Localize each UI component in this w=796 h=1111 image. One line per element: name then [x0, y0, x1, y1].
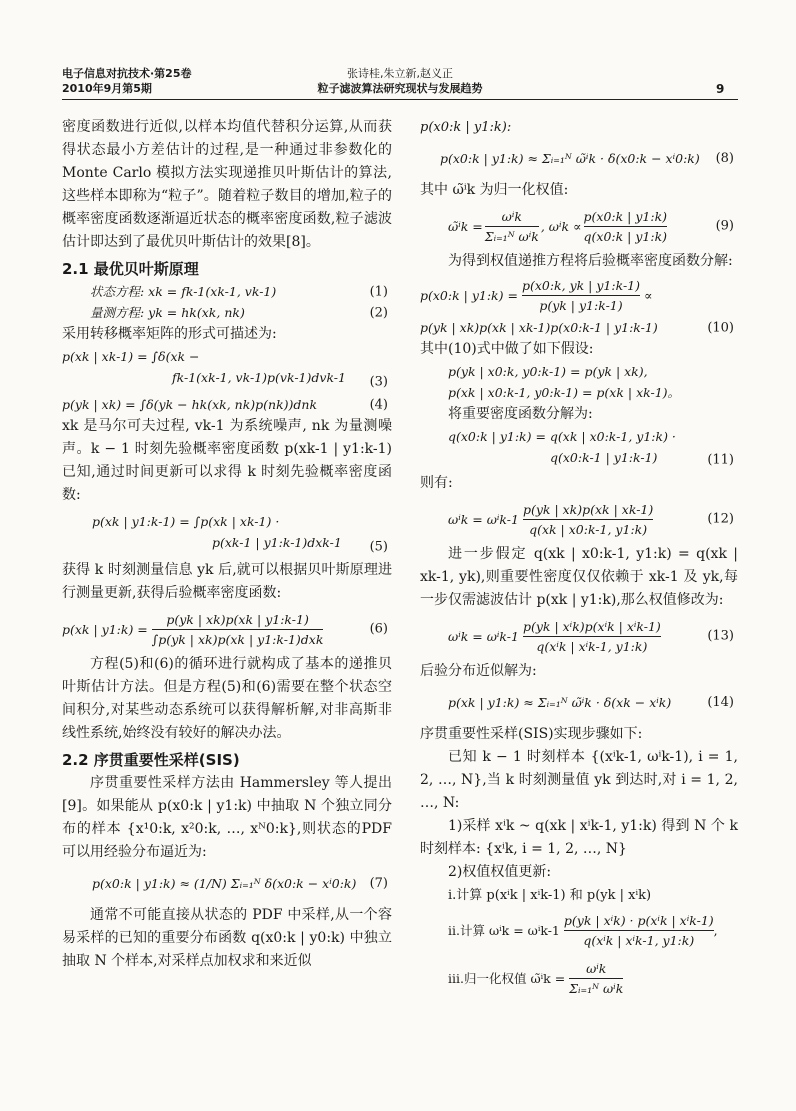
substep-2-lhs: ⅱ.计算 ωⁱk = ωⁱk-1	[448, 922, 560, 938]
method-paragraph: 方程(5)和(6)的循环进行就构成了基本的递推贝叶斯估计方法。但是方程(5)和(6)需要在整个状态空间积分,对某些动态系统可以获得解析解,对非高斯非线性系统,始终没有较好的解决办法。	[62, 656, 392, 741]
equation-1-body: 状态方程: xk = fk-1(xk-1, vk-1)	[90, 284, 277, 299]
equation-10-line-2	[420, 317, 738, 338]
equation-13-lhs: ωⁱk = ωⁱk-1	[448, 628, 519, 644]
steps-paragraph: 序贯重要性采样(SIS)实现步骤如下:	[420, 726, 643, 742]
equation-1	[62, 281, 392, 302]
equation-8-body: p(x0:k | y1:k) ≈ Σᵢ₌₁ᴺ ω̃ⁱk · δ(x0:k − xⁱ0:k)	[440, 151, 700, 166]
equation-7	[62, 864, 392, 904]
equation-9-numerator-2: p(x0:k | y1:k)	[584, 207, 668, 227]
further-assumption-paragraph: 进一步假定 q(xk | x0:k-1, y1:k) = q(xk | xk-1, yk),则重要性密度仅仅依赖于 xk-1 及 yk,每一步仅需滤波估计 p(xk | y1:k),那么权值修改为:	[420, 546, 738, 608]
then-paragraph: 则有:	[420, 475, 453, 491]
equation-12-number: (12)	[707, 511, 734, 527]
equation-9-denominator-2: q(x0:k | y1:k)	[583, 228, 668, 244]
equation-3-line-1: p(xk | xk-1) = ∫δ(xk −	[62, 349, 200, 364]
equation-9-fraction-1	[485, 207, 539, 246]
equation-9-numerator-1: ωⁱk	[485, 207, 539, 227]
equation-5-line-1: p(xk | y1:k-1) = ∫p(xk | xk-1) ·	[92, 514, 280, 529]
equation-9-relation: , ωⁱk ∝	[540, 218, 582, 234]
equation-13-denominator: q(xⁱk | xⁱk-1, y1:k)	[536, 638, 648, 654]
equation-6-denominator: ∫p(yk | xk)p(xk | y1:k-1)dxk	[151, 631, 324, 647]
equation-11-number: (11)	[707, 452, 734, 468]
article-info	[300, 66, 500, 96]
left-column	[62, 116, 392, 973]
sis-paragraph: 序贯重要性采样方法由 Hammersley 等人提出[9]。如果能从 p(x0:k | y1:k) 中抽取 N 个独立同分布的样本 {x¹0:k, x²0:k, …, xᴺ0:k},则状态的PDF可以用经验分布逼近为:	[62, 775, 392, 860]
equation-12-fraction	[523, 500, 653, 539]
article-authors: 张诗桂,朱立新,赵义正	[347, 67, 453, 80]
equation-10-denominator: p(yk | y1:k-1)	[539, 297, 623, 313]
equation-10-fraction	[522, 276, 640, 315]
substep-3-lhs: ⅲ.归一化权值 ω̃ⁱk =	[448, 970, 566, 986]
equation-6-lhs: p(xk | y1:k) =	[62, 621, 148, 637]
journal-info	[62, 66, 192, 96]
journal-name: 电子信息对抗技术·第25卷	[62, 67, 192, 80]
equation-10-lhs: p(x0:k | y1:k) =	[420, 287, 518, 303]
known-samples-paragraph: 已知 k − 1 时刻样本 {(xⁱk-1, ωⁱk-1), i = 1, 2, …, N},当 k 时刻测量值 yk 到达时,对 i = 1, 2, …, N:	[420, 749, 738, 811]
substep-3	[420, 953, 738, 1003]
transition-paragraph: 采用转移概率矩阵的形式可描述为:	[62, 326, 277, 342]
equation-10-body: p(yk | xk)p(xk | xk-1)p(x0:k-1 | y1:k-1)	[420, 320, 658, 335]
equation-10-line-1	[420, 273, 738, 317]
equation-6	[62, 605, 392, 653]
posterior-paragraph: 后验分布近似解为:	[420, 663, 537, 679]
equation-14-body: p(xk | y1:k) ≈ Σᵢ₌₁ᴺ ω̃ⁱk · δ(xk − xⁱk)	[448, 695, 672, 710]
equation-9-denominator-1: Σᵢ₌₁ᴺ ωⁱk	[484, 228, 539, 244]
equation-13-fraction	[523, 617, 661, 656]
equation-8	[420, 139, 738, 179]
equation-5-line-2: p(xk-1 | y1:k-1)dxk-1	[212, 535, 342, 550]
section-2-2-heading: 2.2 序贯重要性采样(SIS)	[62, 751, 240, 769]
equation-4	[62, 394, 392, 415]
page-number: 9	[716, 82, 725, 96]
equation-8-number: (8)	[715, 151, 734, 166]
substep-2	[420, 907, 738, 953]
equation-4-number: (4)	[369, 397, 388, 412]
measurement-update-paragraph: 获得 k 时刻测量信息 yk 后,就可以根据贝叶斯原理进行测量更新,获得后验概率密度函数:	[62, 562, 392, 601]
equation-11	[420, 426, 738, 472]
equation-11-line-2: q(x0:k-1 | y1:k-1)	[550, 450, 658, 465]
intro-paragraph: 密度函数进行近似,以样本均值代替积分运算,从而获得状态最小方差估计的过程,是一种通过非参数化的 Monte Carlo 模拟方法实现递推贝叶斯估计的算法,这些样本即称为“粒子”。随着粒子数目的增加,粒子的概率密度函数逐渐逼近状态的概率密度函数,粒子滤波估计即达到了最优贝叶斯估计的效果[8]。	[62, 119, 392, 250]
equation-10-numerator: p(x0:k, yk | y1:k-1)	[522, 276, 640, 296]
normalized-weight-paragraph: 其中 ω̃ⁱk 为归一化权值:	[420, 182, 569, 198]
equation-9-number: (9)	[715, 218, 734, 234]
header-rule	[62, 99, 738, 100]
substep-2-fraction	[564, 911, 714, 950]
equation-13-number: (13)	[707, 628, 734, 644]
equation-9	[420, 202, 738, 250]
substep-1: ⅰ.计算 p(xⁱk | xⁱk-1) 和 p(yk | xⁱk)	[448, 888, 652, 903]
equation-6-numerator: p(yk | xk)p(xk | y1:k-1)	[152, 610, 324, 630]
equation-10-number: (10)	[707, 320, 734, 335]
importance-density-paragraph: 将重要密度函数分解为:	[448, 406, 593, 422]
equation-13	[420, 612, 738, 660]
decomposition-paragraph: 为得到权值递推方程将后验概率密度函数分解:	[448, 253, 733, 269]
substep-3-numerator: ωⁱk	[569, 959, 623, 979]
equation-4-body: p(yk | xk) = ∫δ(yk − hk(xk, nk)p(nk))dnk	[62, 397, 318, 412]
journal-issue: 2010年9月第5期	[62, 82, 152, 95]
article-title: 粒子滤波算法研究现状与发展趋势	[317, 82, 483, 95]
equation-2-body: 量测方程: yk = hk(xk, nk)	[90, 305, 245, 320]
equation-12-denominator: q(xk | x0:k-1, y1:k)	[529, 521, 648, 537]
equation-3-number: (3)	[369, 374, 388, 390]
equation-12	[420, 495, 738, 543]
equation-12-numerator: p(yk | xk)p(xk | xk-1)	[523, 500, 653, 520]
sampling-paragraph: 通常不可能直接从状态的 PDF 中采样,从一个容易采样的已知的重要分布函数 q(x0:k | y0:k) 中独立抽取 N 个样本,对采样点加权求和来近似	[62, 907, 392, 969]
equation-11-line-1: q(x0:k | y1:k) = q(xk | x0:k-1, y1:k) ·	[448, 429, 676, 444]
equation-9-fraction-2	[584, 207, 668, 246]
step-1: 1)采样 xⁱk ~ q(xk | xⁱk-1, y1:k) 得到 N 个 k 时刻样本: {xⁱk, i = 1, 2, …, N}	[420, 818, 738, 857]
substep-2-denominator: q(xⁱk | xⁱk-1, y1:k)	[583, 932, 695, 948]
substep-2-comma: ,	[713, 922, 718, 938]
substep-2-numerator: p(yk | xⁱk) · p(xⁱk | xⁱk-1)	[564, 911, 714, 931]
substep-3-denominator: Σᵢ₌₁ᴺ ωⁱk	[569, 980, 624, 996]
substep-3-fraction	[569, 959, 623, 998]
equation-14-number: (14)	[707, 695, 734, 710]
equation-5	[62, 511, 392, 559]
equation-3	[62, 346, 392, 394]
equation-10-proportional: ∝	[644, 287, 653, 303]
right-top-line: p(x0:k | y1:k):	[420, 120, 512, 135]
equation-13-numerator: p(yk | xⁱk)p(xⁱk | xⁱk-1)	[523, 617, 661, 637]
section-2-1-heading: 2.1 最优贝叶斯原理	[62, 260, 199, 278]
equation-2	[62, 302, 392, 323]
equation-6-number: (6)	[369, 621, 388, 637]
assumption-1: p(yk | x0:k, y0:k-1) = p(yk | xk),	[448, 364, 648, 379]
equation-7-body: p(x0:k | y1:k) ≈ (1/N) Σᵢ₌₁ᴺ δ(x0:k − xⁱ0:k)	[92, 876, 357, 891]
markov-paragraph: xk 是马尔可夫过程, vk-1 为系统噪声, nk 为量测噪声。k − 1 时刻先验概率密度函数 p(xk-1 | y1:k-1) 已知,通过时间更新可以求得 k 时刻先验概率密度函数:	[62, 418, 392, 503]
step-2: 2)权值权值更新:	[448, 864, 552, 880]
equation-14	[420, 683, 738, 723]
equation-7-number: (7)	[369, 876, 388, 891]
equation-9-lhs: ω̃ⁱk =	[448, 218, 483, 234]
right-column	[420, 116, 738, 1003]
equation-1-number: (1)	[369, 284, 388, 299]
equation-5-number: (5)	[369, 539, 388, 555]
equation-3-line-2: fk-1(xk-1, vk-1)p(vk-1)dvk-1	[172, 370, 346, 385]
assumption-2: p(xk | x0:k-1, y0:k-1) = p(xk | xk-1)。	[448, 385, 681, 400]
assumption-paragraph: 其中(10)式中做了如下假设:	[420, 341, 594, 357]
equation-6-fraction	[152, 610, 324, 649]
equation-2-number: (2)	[369, 305, 388, 320]
equation-12-lhs: ωⁱk = ωⁱk-1	[448, 511, 519, 527]
